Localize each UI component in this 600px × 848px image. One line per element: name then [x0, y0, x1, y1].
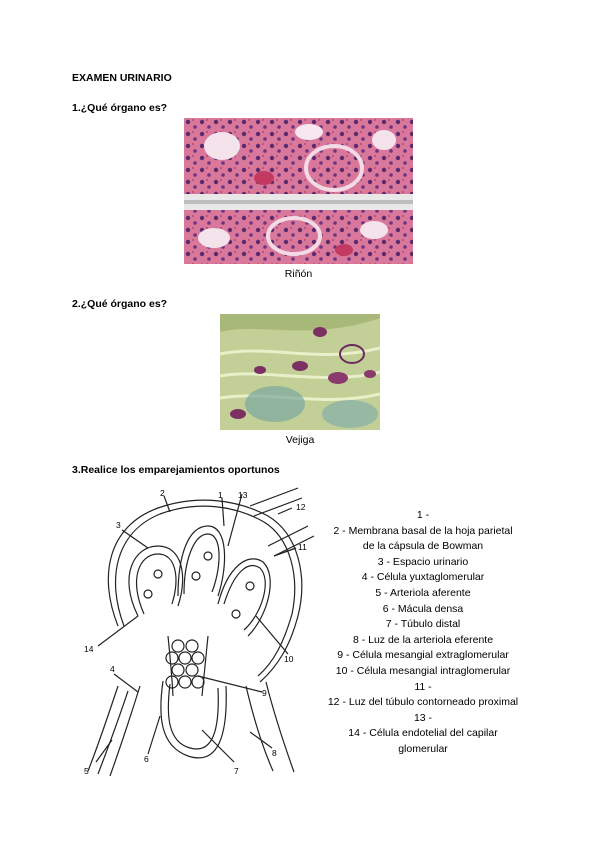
legend-item-13: 13 - — [413, 711, 433, 724]
diagram-label-1: 1 — [218, 490, 223, 500]
question-3-heading: 3.Realice los emparejamientos oportunos — [72, 464, 280, 476]
matching-legend — [323, 508, 523, 758]
kidney-micrograph — [184, 118, 413, 264]
diagram-label-13: 13 — [238, 490, 248, 500]
diagram-label-3: 3 — [116, 520, 121, 530]
glomerulus-diagram — [78, 486, 323, 778]
diagram-label-5: 5 — [84, 766, 89, 776]
legend-item-1: 1 - — [416, 509, 430, 521]
question-1-caption: Riñón — [284, 268, 313, 280]
diagram-label-12: 12 — [296, 502, 306, 512]
legend-item-14-cont: glomerular — [398, 742, 448, 755]
diagram-label-6: 6 — [144, 754, 149, 764]
diagram-label-8: 8 — [272, 748, 277, 758]
legend-item-2-cont: de la cápsula de Bowman — [362, 540, 484, 553]
legend-item-9: 9 - Célula mesangial extraglomerular — [337, 649, 509, 662]
legend-item-6: 6 - Mácula densa — [382, 602, 464, 615]
legend-item-2: 2 - Membrana basal de la hoja parietal — [333, 524, 513, 537]
legend-item-14: 14 - Célula endotelial del capilar — [348, 727, 498, 740]
question-2-caption: Vejiga — [285, 434, 315, 446]
legend-item-5: 5 - Arteriola aferente — [375, 586, 471, 599]
diagram-label-7: 7 — [234, 766, 239, 776]
legend-item-3: 3 - Espacio urinario — [377, 555, 469, 568]
diagram-label-9: 9 — [262, 688, 267, 698]
diagram-label-10: 10 — [284, 654, 294, 664]
legend-item-11: 11 - — [414, 680, 432, 693]
bladder-micrograph — [220, 314, 380, 430]
question-1-heading: 1.¿Qué órgano es? — [72, 102, 168, 114]
legend-item-4: 4 - Célula yuxtaglomerular — [361, 571, 485, 584]
legend-item-7: 7 - Túbulo distal — [385, 618, 461, 631]
diagram-label-2: 2 — [160, 488, 165, 498]
legend-item-10: 10 - Célula mesangial intraglomerular — [335, 664, 511, 677]
diagram-label-14: 14 — [84, 644, 94, 654]
page-title: EXAMEN URINARIO — [72, 72, 172, 84]
question-2-heading: 2.¿Qué órgano es? — [72, 298, 168, 310]
diagram-label-4: 4 — [110, 664, 115, 674]
legend-item-12: 12 - Luz del túbulo contorneado proximal — [327, 696, 519, 709]
legend-item-8: 8 - Luz de la arteriola eferente — [352, 633, 494, 646]
diagram-label-11: 11 — [298, 542, 307, 552]
